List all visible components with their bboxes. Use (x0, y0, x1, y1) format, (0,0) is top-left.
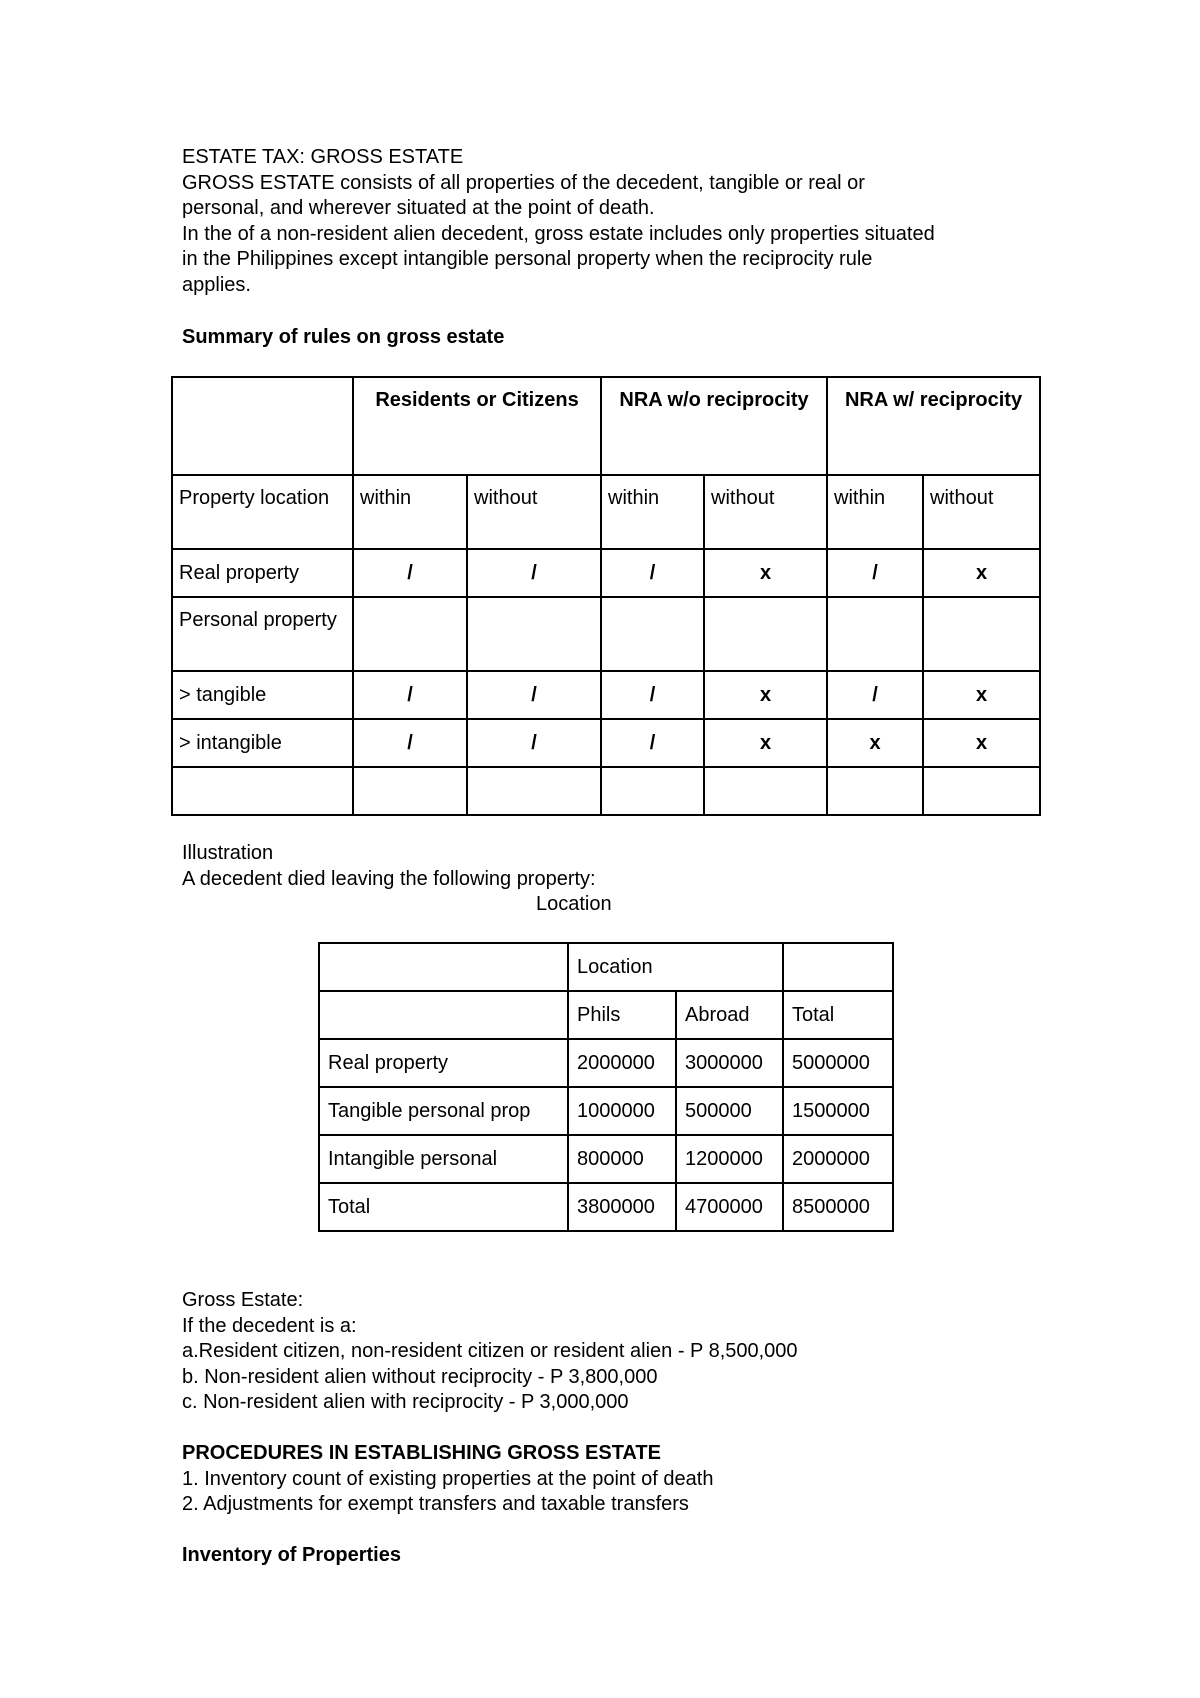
intro-line: GROSS ESTATE consists of all properties of the decedent, tangible or real or (182, 171, 865, 194)
mark-cell: / (601, 719, 704, 767)
cell: without (704, 475, 827, 549)
abroad-value: 3000000 (676, 1039, 783, 1087)
phils-value: 800000 (568, 1135, 676, 1183)
illustration-table (318, 942, 894, 1232)
cell (353, 767, 467, 815)
cell (353, 597, 467, 671)
summary-corner-cell (172, 377, 353, 475)
mark-cell: / (827, 549, 923, 597)
col-nra-without-reciprocity: NRA w/o reciprocity (601, 377, 827, 475)
col-residents-citizens: Residents or Citizens (353, 377, 601, 475)
location-header: Location (568, 943, 783, 991)
row-label: Total (319, 1183, 568, 1231)
cell (704, 597, 827, 671)
mark-cell: / (601, 549, 704, 597)
row-label: > tangible (172, 671, 353, 719)
row-label: > intangible (172, 719, 353, 767)
mark-cell: x (923, 671, 1040, 719)
summary-row-tangible (172, 671, 1040, 719)
summary-row-empty (172, 767, 1040, 815)
cell (467, 597, 601, 671)
doc-title: ESTATE TAX: GROSS ESTATE (182, 146, 464, 168)
gross-estate-heading: Gross Estate: (182, 1289, 304, 1311)
empty-cell (319, 991, 568, 1039)
cell: without (467, 475, 601, 549)
cell (827, 597, 923, 671)
procedure-step-2: 2. Adjustments for exempt transfers and taxable transfers (182, 1493, 689, 1515)
gross-estate-item-c: c. Non-resident alien with reciprocity - P 3,000,000 (182, 1391, 629, 1413)
cell: without (923, 475, 1040, 549)
gross-estate-block (182, 1288, 1042, 1416)
illus-row-tangible (319, 1087, 893, 1135)
row-label: Personal property (172, 597, 353, 671)
summary-row-personal-property (172, 597, 1040, 671)
summary-row-real-property (172, 549, 1040, 597)
intro-line: applies. (182, 273, 251, 296)
cell (923, 597, 1040, 671)
illus-row-total (319, 1183, 893, 1231)
empty-cell (783, 943, 893, 991)
mark-cell: x (827, 719, 923, 767)
intro-block (182, 145, 1042, 298)
cell (467, 767, 601, 815)
total-header: Total (783, 991, 893, 1039)
cell (827, 767, 923, 815)
col-nra-with-reciprocity: NRA w/ reciprocity (827, 377, 1040, 475)
summary-table (171, 376, 1041, 816)
mark-cell: / (353, 719, 467, 767)
mark-cell: / (467, 671, 601, 719)
total-value: 5000000 (783, 1039, 893, 1087)
cell (601, 767, 704, 815)
phils-value: 1000000 (568, 1087, 676, 1135)
phils-value: 2000000 (568, 1039, 676, 1087)
gross-estate-item-b: b. Non-resident alien without reciprocity - P 3,800,000 (182, 1365, 658, 1388)
mark-cell: x (704, 719, 827, 767)
abroad-value: 4700000 (676, 1183, 783, 1231)
total-value: 1500000 (783, 1087, 893, 1135)
row-label: Property location (172, 475, 353, 549)
mark-cell: x (704, 549, 827, 597)
row-label: Tangible personal prop (319, 1087, 568, 1135)
illustration-heading: Illustration (182, 842, 274, 864)
illus-row-location (319, 943, 893, 991)
mark-cell: / (601, 671, 704, 719)
empty-cell (319, 943, 568, 991)
illus-row-intangible (319, 1135, 893, 1183)
cell (704, 767, 827, 815)
mark-cell: x (923, 549, 1040, 597)
mark-cell: / (467, 719, 601, 767)
illus-row-subheader (319, 991, 893, 1039)
total-value: 2000000 (783, 1135, 893, 1183)
abroad-value: 1200000 (676, 1135, 783, 1183)
summary-heading: Summary of rules on gross estate (182, 326, 505, 348)
intro-line: personal, and wherever situated at the point of death. (182, 197, 655, 219)
row-label: Real property (319, 1039, 568, 1087)
mark-cell: / (353, 671, 467, 719)
mark-cell: / (827, 671, 923, 719)
mark-cell: x (704, 671, 827, 719)
gross-estate-item-a: a.Resident citizen, non-resident citizen or resident alien - P 8,500,000 (182, 1340, 798, 1362)
row-label: Real property (172, 549, 353, 597)
intro-line: In the of a non-resident alien decedent, gross estate includes only properties situated (182, 222, 935, 245)
cell (923, 767, 1040, 815)
cell: within (827, 475, 923, 549)
location-caption: Location (536, 893, 612, 915)
illus-row-real-property (319, 1039, 893, 1087)
row-label (172, 767, 353, 815)
illustration-text: A decedent died leaving the following property: (182, 867, 596, 890)
gross-estate-intro: If the decedent is a: (182, 1314, 357, 1337)
abroad-value: 500000 (676, 1087, 783, 1135)
total-value: 8500000 (783, 1183, 893, 1231)
mark-cell: / (467, 549, 601, 597)
row-label: Intangible personal (319, 1135, 568, 1183)
cell: within (353, 475, 467, 549)
phils-value: 3800000 (568, 1183, 676, 1231)
intro-line: in the Philippines except intangible personal property when the reciprocity rule (182, 248, 873, 270)
summary-row-intangible (172, 719, 1040, 767)
mark-cell: x (923, 719, 1040, 767)
abroad-header: Abroad (676, 991, 783, 1039)
summary-row-location (172, 475, 1040, 549)
procedures-block (182, 1441, 1042, 1518)
procedures-heading: PROCEDURES IN ESTABLISHING GROSS ESTATE (182, 1442, 661, 1464)
phils-header: Phils (568, 991, 676, 1039)
cell: within (601, 475, 704, 549)
illustration-block (182, 841, 1042, 892)
inventory-heading: Inventory of Properties (182, 1544, 401, 1566)
summary-header-row (172, 377, 1040, 475)
mark-cell: / (353, 549, 467, 597)
procedure-step-1: 1. Inventory count of existing properties at the point of death (182, 1467, 714, 1490)
cell (601, 597, 704, 671)
